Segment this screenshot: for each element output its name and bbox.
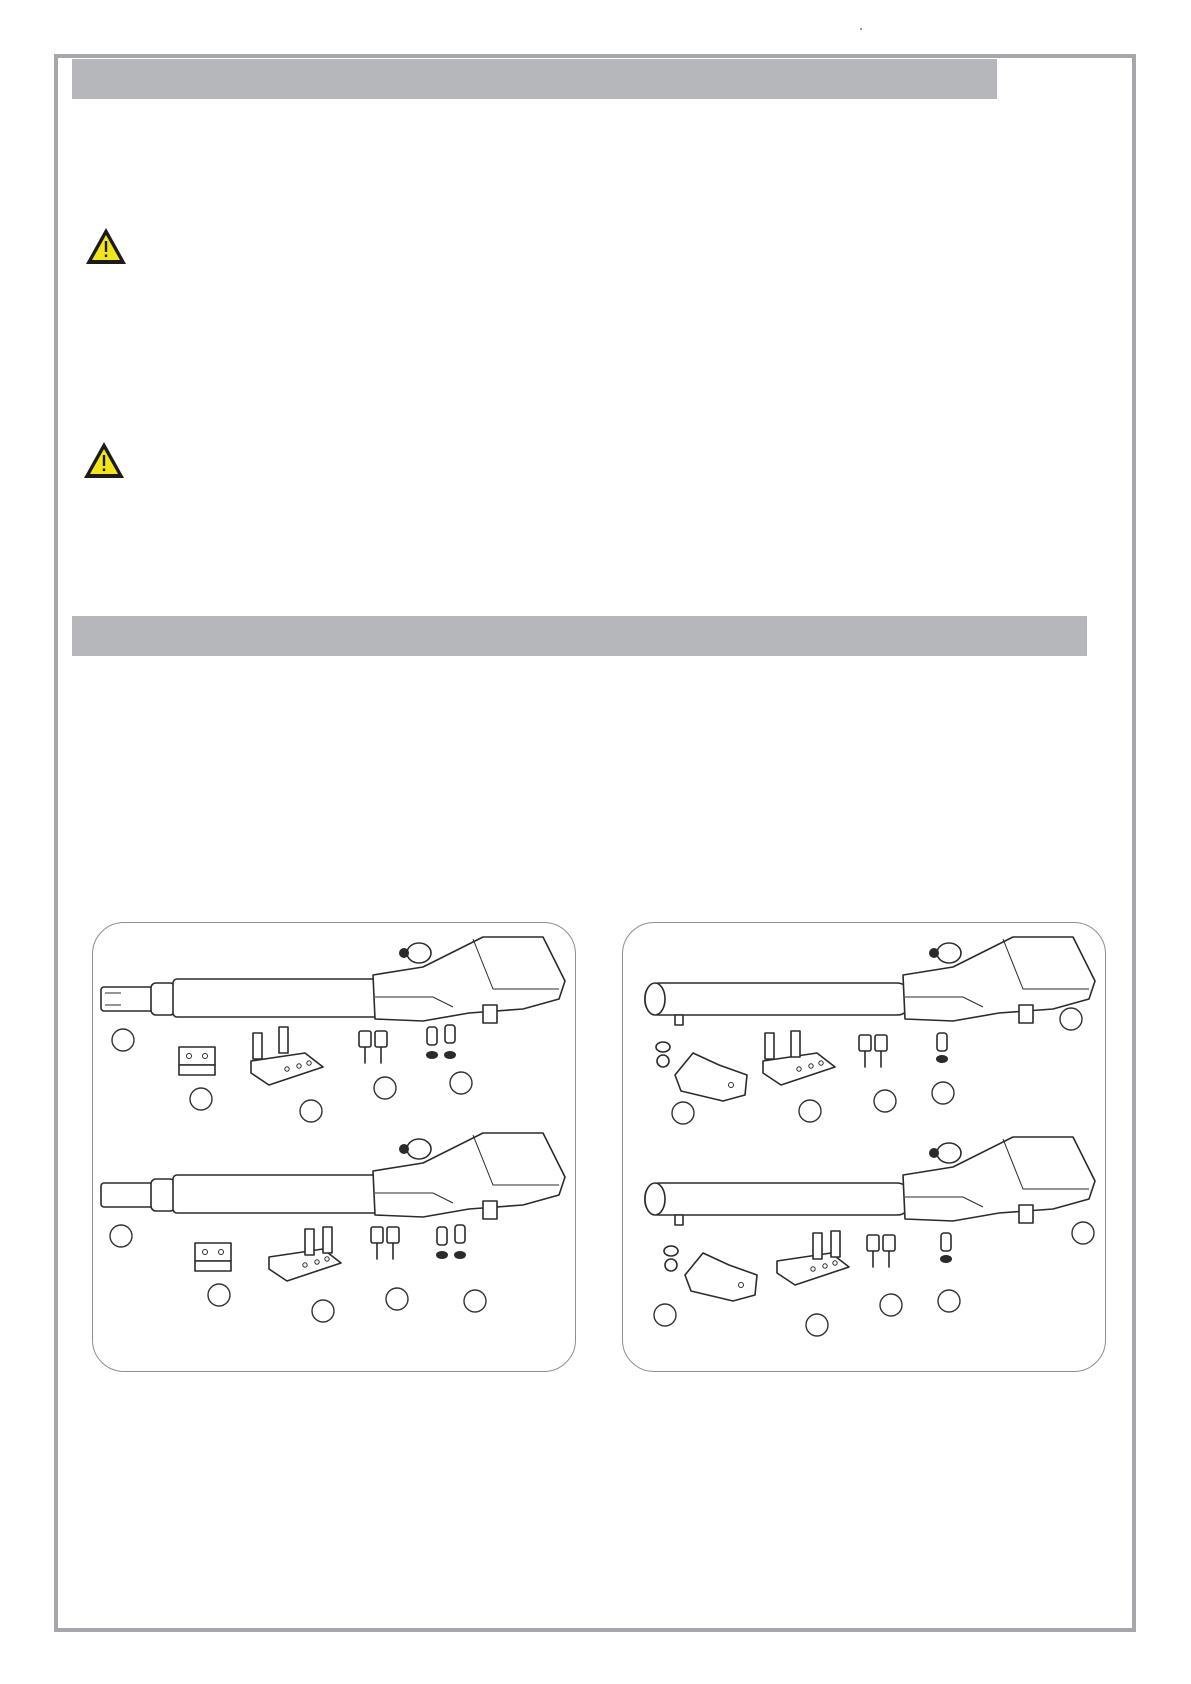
warning-triangle-icon — [84, 226, 128, 266]
callout-circle — [806, 1314, 828, 1336]
callout-circle — [932, 1082, 954, 1104]
washer-nut-illustration — [656, 1042, 670, 1067]
kit-panel-plain-tube — [622, 922, 1106, 1372]
callout-circle — [874, 1090, 896, 1112]
gate-operator-illustration — [101, 937, 565, 1023]
front-bracket-illustration — [251, 1027, 323, 1085]
callout-circle — [374, 1077, 396, 1099]
callout-circle — [938, 1290, 960, 1312]
front-bracket-illustration — [777, 1231, 849, 1285]
hardware-illustration — [940, 1233, 952, 1263]
callout-circle — [386, 1288, 408, 1310]
callout-circle — [880, 1294, 902, 1316]
section-header-bar-2 — [72, 616, 1087, 656]
callout-circle — [208, 1284, 230, 1306]
callout-circle — [112, 1029, 134, 1051]
front-bracket-illustration — [763, 1031, 835, 1085]
rear-bracket-illustration — [179, 1047, 215, 1075]
gate-operator-illustration — [101, 1133, 565, 1219]
keys-illustration — [859, 1035, 887, 1067]
section-header-bar-1 — [72, 59, 997, 99]
scan-mark — [860, 28, 862, 30]
gate-operator-illustration — [645, 1137, 1095, 1225]
callout-circle — [190, 1088, 212, 1110]
callout-circle — [799, 1100, 821, 1122]
callout-circle — [464, 1290, 486, 1312]
callout-circle — [672, 1102, 694, 1124]
callout-circle — [450, 1072, 472, 1094]
rear-bracket-illustration — [685, 1253, 757, 1301]
keys-illustration — [371, 1227, 399, 1259]
warning-triangle-icon — [82, 440, 126, 480]
hardware-illustration — [426, 1025, 456, 1059]
rear-bracket-illustration — [675, 1053, 747, 1101]
gate-operator-illustration — [645, 937, 1095, 1025]
callout-circle — [1060, 1008, 1082, 1030]
keys-illustration — [359, 1031, 387, 1063]
callout-circle — [300, 1100, 322, 1122]
washer-nut-illustration — [664, 1246, 678, 1271]
hardware-illustration — [436, 1225, 466, 1259]
callout-circle — [110, 1225, 132, 1247]
front-bracket-illustration — [269, 1227, 341, 1281]
page-frame — [54, 54, 1136, 1632]
kit-panel-telescopic — [92, 922, 576, 1372]
callout-circle — [312, 1300, 334, 1322]
callout-circle — [654, 1304, 676, 1326]
rear-bracket-illustration — [195, 1243, 231, 1271]
hardware-illustration — [936, 1033, 948, 1063]
callout-circle — [1072, 1222, 1094, 1244]
keys-illustration — [867, 1235, 895, 1267]
